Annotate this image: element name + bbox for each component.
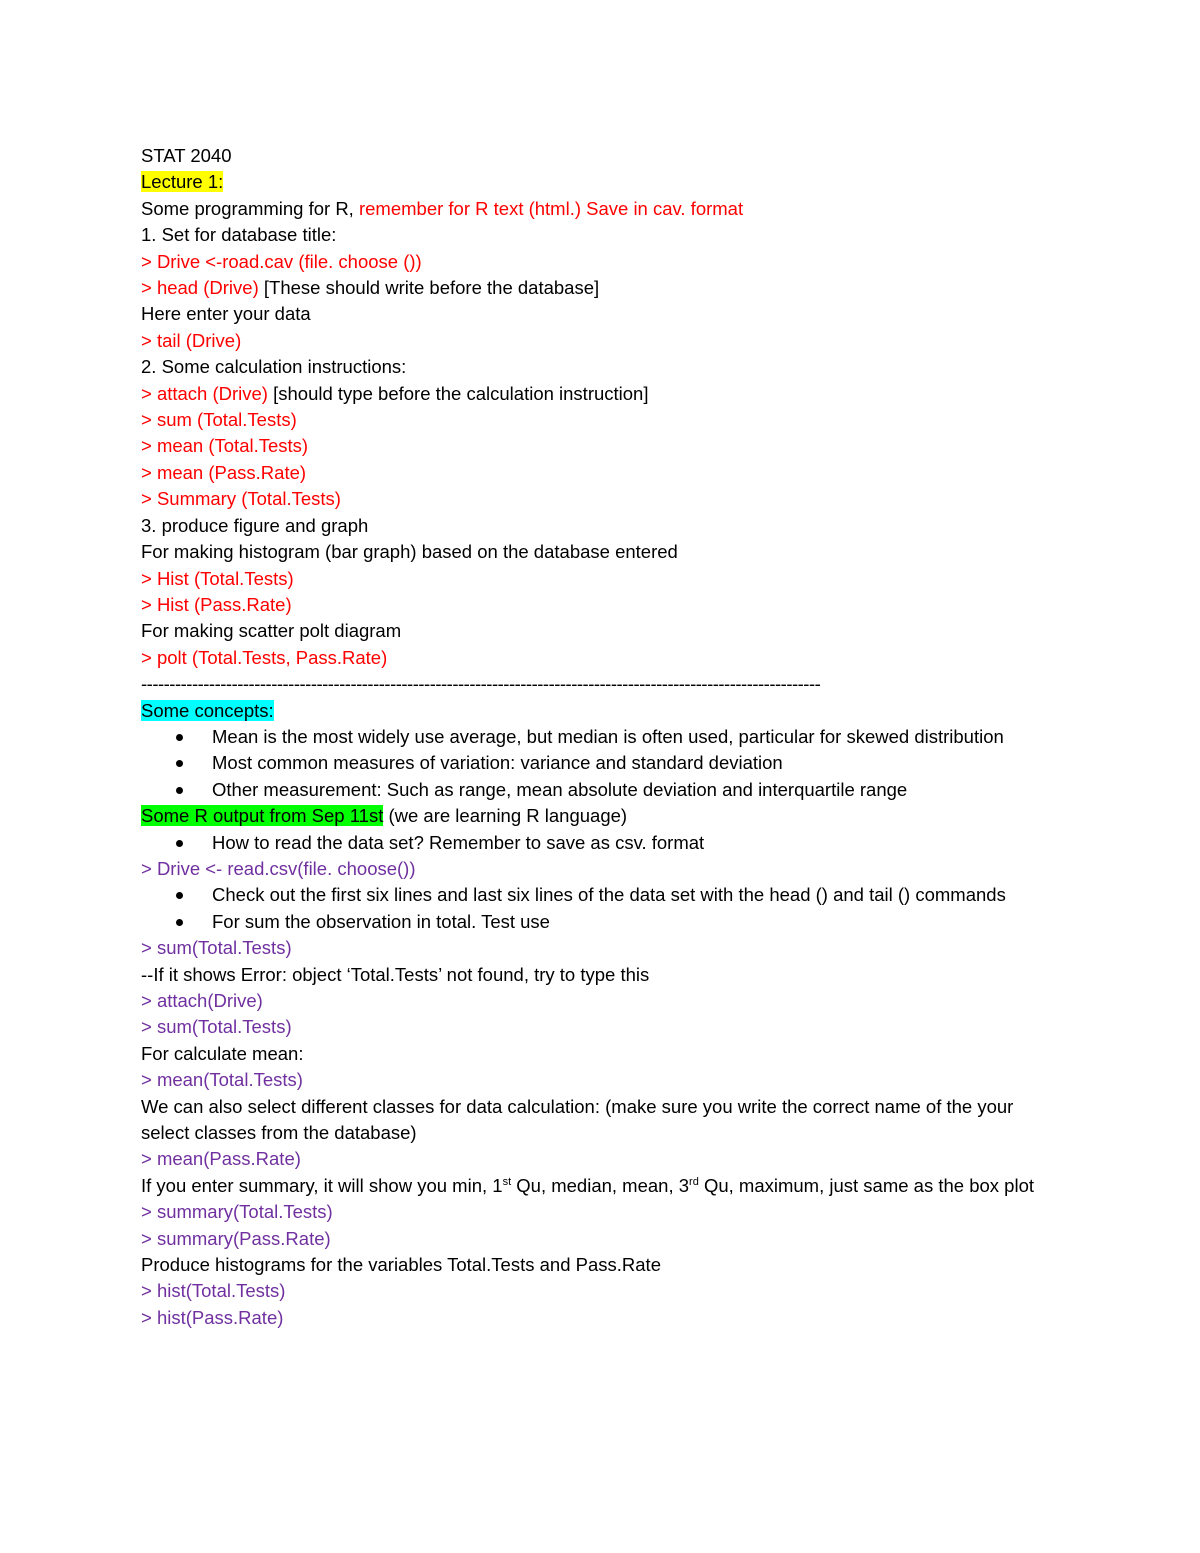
concept-text: Other measurement: Such as range, mean absolute deviation and interquartile range xyxy=(212,778,908,800)
code-attach-line xyxy=(141,381,1071,407)
intro-text: Some programming for R, xyxy=(141,197,359,219)
list-item xyxy=(141,830,1071,856)
code-attach: > attach (Drive) xyxy=(141,382,268,404)
scatter-intro: For making scatter polt diagram xyxy=(141,620,402,642)
output-code-hist-pass: > hist(Pass.Rate) xyxy=(141,1306,284,1328)
concept-text: Mean is the most widely use average, but median is often used, particular for skewed distribution xyxy=(212,725,1004,747)
output-heading-note: (we are learning R language) xyxy=(383,805,628,827)
summary-note xyxy=(141,1173,1041,1199)
summary-note-c: Qu, maximum, just same as the box plot xyxy=(698,1174,1034,1196)
check-text: Check out the first six lines and last six lines of the data set with the head () and tail () commands xyxy=(212,884,1006,906)
check-list xyxy=(141,882,1071,935)
hist-intro: For making histogram (bar graph) based on the database entered xyxy=(141,541,678,563)
code-mean-total: > mean (Total.Tests) xyxy=(141,435,309,457)
list-item xyxy=(141,909,1071,935)
output-code-summary-total: > summary(Total.Tests) xyxy=(141,1201,333,1223)
output-code-attach: > attach(Drive) xyxy=(141,990,263,1011)
summary-sup-2: rd xyxy=(689,1175,699,1188)
bullet-icon xyxy=(176,787,183,794)
code-head-line xyxy=(141,275,1071,301)
course-title: STAT 2040 xyxy=(141,145,232,166)
bullet-icon xyxy=(176,760,183,767)
document-page xyxy=(141,143,1071,1331)
code-attach-note: [should type before the calculation instruction] xyxy=(267,382,649,404)
classes-note: We can also select different classes for data calculation: (make sure you write the correct name of the your select classes from the database) xyxy=(141,1095,1014,1144)
output-code-summary-pass: > summary(Pass.Rate) xyxy=(141,1227,331,1249)
output-code-mean-total: > mean(Total.Tests) xyxy=(141,1069,303,1091)
output-heading: Some R output from Sep 11st xyxy=(141,805,384,827)
output-code-mean-pass: > mean(Pass.Rate) xyxy=(141,1148,301,1170)
enter-data-text: Here enter your data xyxy=(141,303,311,325)
code-head-note: [These should write before the database] xyxy=(258,277,600,299)
intro-note: remember for R text (html.) Save in cav. format xyxy=(358,197,744,219)
output-line xyxy=(141,803,1071,829)
code-sum: > sum (Total.Tests) xyxy=(141,409,297,431)
code-head: > head (Drive) xyxy=(141,277,259,299)
summary-note-a: If you enter summary, it will show you min, 1 xyxy=(141,1174,503,1196)
code-hist-pass: > Hist (Pass.Rate) xyxy=(141,593,292,615)
bullet-icon xyxy=(176,840,183,847)
code-tail: > tail (Drive) xyxy=(141,329,242,351)
read-text: How to read the data set? Remember to save as csv. format xyxy=(212,831,705,853)
step-1: 1. Set for database title: xyxy=(141,224,337,246)
list-item xyxy=(141,777,1071,803)
summary-note-b: Qu, median, mean, 3 xyxy=(511,1174,690,1196)
lecture-line xyxy=(141,169,1071,195)
calc-mean-text: For calculate mean: xyxy=(141,1042,304,1064)
output-code-drive: > Drive <- read.csv(file. choose()) xyxy=(141,857,416,879)
code-hist-total: > Hist (Total.Tests) xyxy=(141,567,294,589)
error-note: --If it shows Error: object ‘Total.Tests’ not found, try to type this xyxy=(141,963,650,985)
lecture-heading: Lecture 1: xyxy=(141,171,224,193)
concepts-list xyxy=(141,724,1071,803)
intro-line xyxy=(141,196,1071,222)
list-item xyxy=(141,750,1071,776)
code-summary: > Summary (Total.Tests) xyxy=(141,488,341,510)
concepts-line xyxy=(141,698,1071,724)
bullet-icon xyxy=(176,919,183,926)
list-item xyxy=(141,882,1071,908)
bullet-icon xyxy=(176,892,183,899)
output-code-sum-2: > sum(Total.Tests) xyxy=(141,1016,292,1038)
read-list xyxy=(141,830,1071,856)
output-code-hist-total: > hist(Total.Tests) xyxy=(141,1280,286,1302)
output-code-sum-1: > sum(Total.Tests) xyxy=(141,937,292,959)
list-item xyxy=(141,724,1071,750)
code-drive: > Drive <-road.cav (file. choose ()) xyxy=(141,250,422,272)
concepts-heading: Some concepts: xyxy=(141,699,274,721)
divider: ------------------------------------------------------------------------------------------------------------------------ xyxy=(141,673,821,695)
hist-note: Produce histograms for the variables Total.Tests and Pass.Rate xyxy=(141,1254,661,1276)
concept-text: Most common measures of variation: variance and standard deviation xyxy=(212,752,783,774)
bullet-icon xyxy=(176,734,183,741)
code-polt: > polt (Total.Tests, Pass.Rate) xyxy=(141,646,388,668)
code-mean-pass: > mean (Pass.Rate) xyxy=(141,461,307,483)
step-2: 2. Some calculation instructions: xyxy=(141,356,407,378)
check-text: For sum the observation in total. Test use xyxy=(212,910,550,932)
step-3: 3. produce figure and graph xyxy=(141,514,369,536)
summary-sup-1: st xyxy=(502,1175,512,1188)
